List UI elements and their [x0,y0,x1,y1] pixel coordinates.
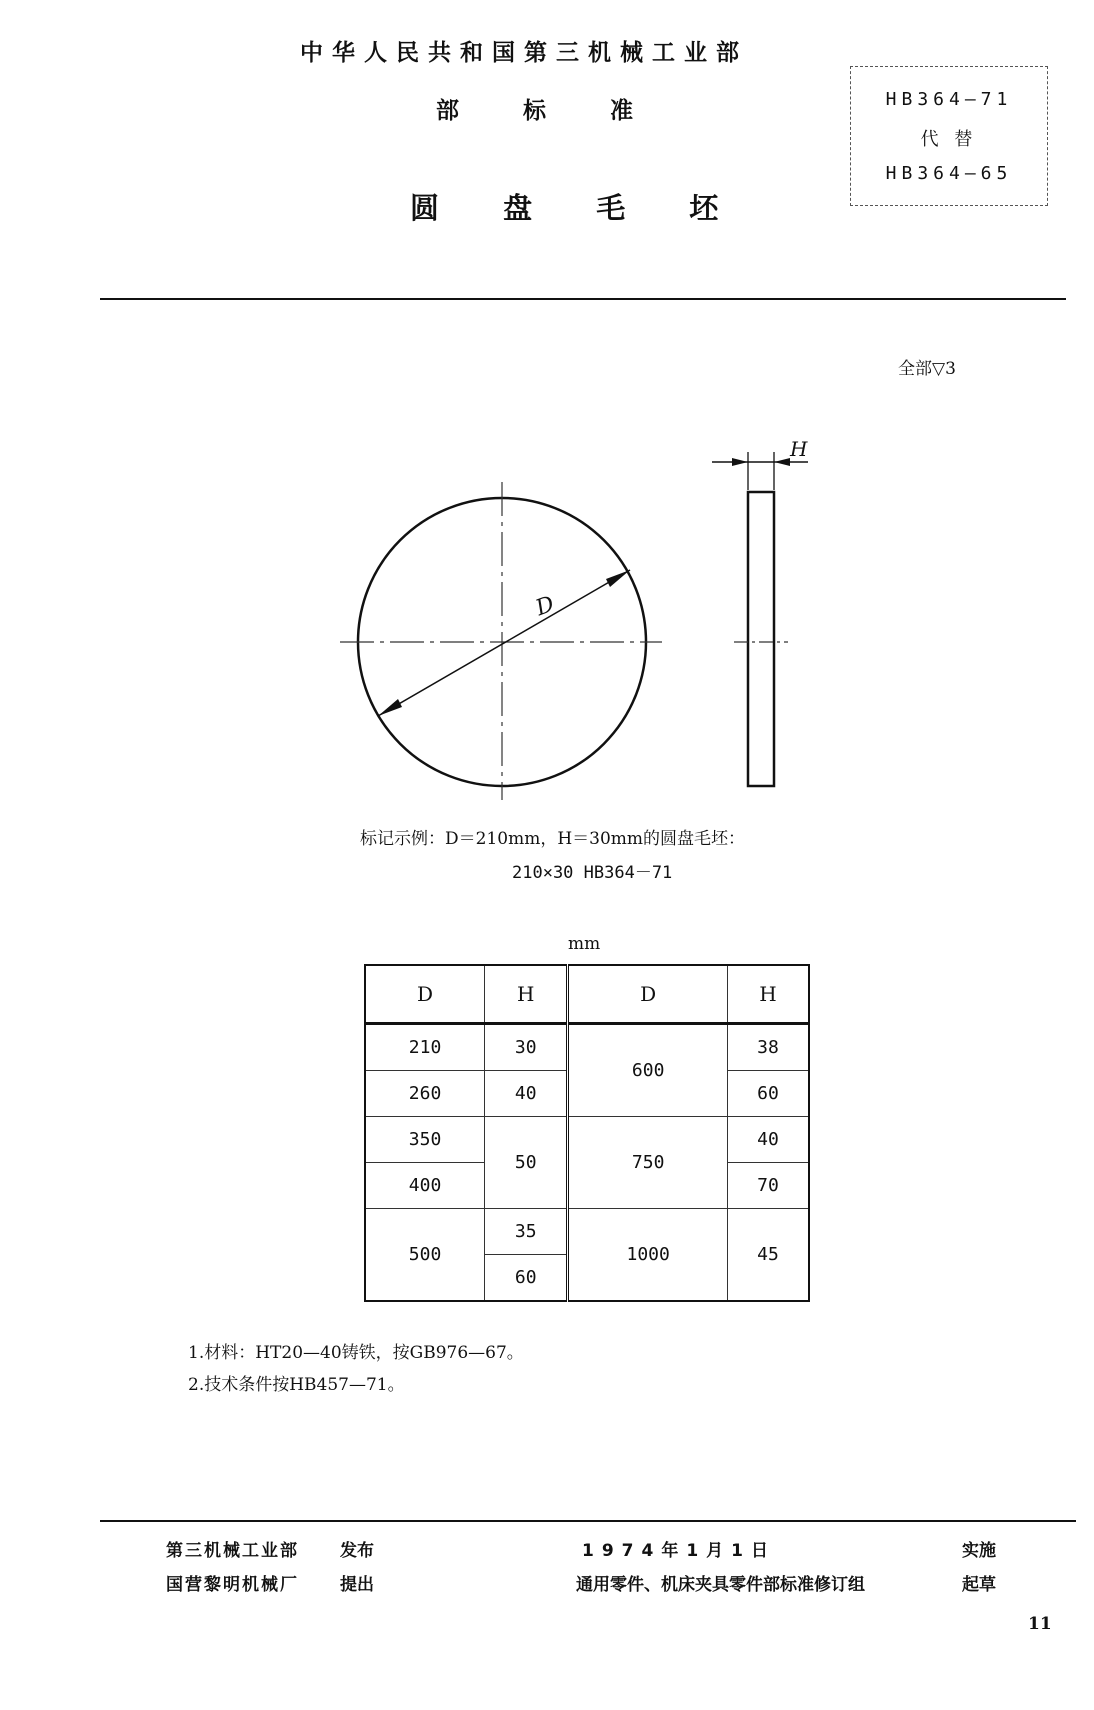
header-h-right: H [727,965,809,1024]
ministry-title: 中华人民共和国第三机械工业部 [300,40,748,66]
marking-example-line1: 标记示例：D＝210mm，H＝30mm的圆盘毛坯： [360,829,746,849]
cell-h: 60 [485,1255,568,1302]
table-row [365,1024,809,1071]
footer-effective-label: 实施 [962,1541,996,1561]
note-material: 1.材料：HT20—40铸铁，按GB976—67。 [188,1343,524,1363]
table-unit: mm [568,934,601,954]
table-header-row [365,965,809,1024]
footer-date: 1974年1月1日 [582,1541,776,1561]
diameter-dimension-line [378,570,630,716]
header-h-left: H [485,965,568,1024]
header-d-right: D [568,965,728,1024]
dimension-table [364,964,810,1302]
standard-code: HB364—71 [885,89,1013,110]
disc-side-view [748,492,774,786]
replaced-code: HB364—65 [885,163,1013,184]
cell-h: 50 [485,1117,568,1209]
thickness-label: H [790,437,808,461]
cell-d: 1000 [568,1209,728,1302]
footer-divider [100,1520,1076,1522]
note-technical-conditions: 2.技术条件按HB457—71。 [188,1375,405,1395]
thickness-arrow-left [732,458,748,466]
cell-h: 30 [485,1024,568,1071]
marking-example-line2: 210×30 HB364－71 [512,863,673,883]
diameter-arrow-lower [378,699,402,716]
replace-label: 代 替 [920,129,978,150]
standard-type: 部 标 准 [436,98,650,124]
surface-roughness: 全部▽3 [898,359,956,379]
header-d-left: D [365,965,485,1024]
diameter-label: D [532,591,558,622]
cell-h: 70 [727,1163,809,1209]
table-row [365,1117,809,1163]
footer-propose-label: 提出 [340,1575,374,1595]
cell-d: 500 [365,1209,485,1302]
cell-h: 40 [485,1071,568,1117]
page-title: 圆 盘 毛 坯 [410,191,731,225]
cell-d: 350 [365,1117,485,1163]
disc-drawing [330,430,830,800]
standard-code-box [850,66,1048,206]
footer-drafter: 通用零件、机床夹具零件部标准修订组 [576,1575,865,1595]
header-divider [100,298,1066,300]
thickness-arrow-right [774,458,790,466]
page-number: 11 [1028,1614,1052,1634]
footer-publisher: 第三机械工业部 [166,1541,299,1561]
cell-h: 40 [727,1117,809,1163]
table-row [365,1209,809,1255]
footer-publish-label: 发布 [340,1541,374,1561]
cell-d: 750 [568,1117,728,1209]
cell-h: 38 [727,1024,809,1071]
cell-h: 60 [727,1071,809,1117]
cell-h: 45 [727,1209,809,1302]
footer-draft-label: 起草 [962,1575,996,1595]
cell-d: 210 [365,1024,485,1071]
cell-d: 400 [365,1163,485,1209]
cell-h: 35 [485,1209,568,1255]
diameter-arrow-upper [606,570,630,587]
cell-d: 260 [365,1071,485,1117]
cell-d: 600 [568,1024,728,1117]
footer-proposer: 国营黎明机械厂 [166,1575,299,1595]
